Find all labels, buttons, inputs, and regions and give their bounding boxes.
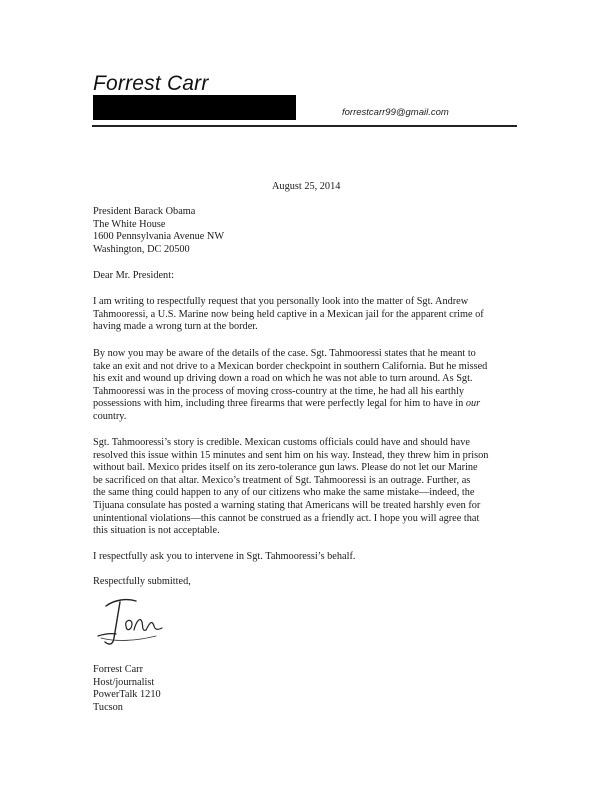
paragraph-line: Tijuana consulate has posted a warning stating that Americans will be treated harshly even for <box>93 499 481 511</box>
paragraph-line: having made a wrong turn at the border. <box>93 321 258 333</box>
address-line: 1600 Pennsylvania Avenue NW <box>93 231 225 243</box>
letterhead-name: Forrest Carr <box>93 72 209 95</box>
paragraph-text: possessions with him, including three firearms that were perfectly legal for him to have in <box>93 398 466 410</box>
address-line: President Barack Obama <box>93 206 196 217</box>
handwritten-signature <box>96 592 166 650</box>
signer-station: PowerTalk 1210 <box>93 689 161 701</box>
paragraph-line: be sacrificed on that altar. Mexico’s treatment of Sgt. Tahmooressi is an outrage. Further, as <box>93 474 471 486</box>
emphasis-our: our <box>465 398 481 410</box>
signer-title: Host/journalist <box>93 676 155 688</box>
paragraph-1 <box>93 296 523 334</box>
letter-date: August 25, 2014 <box>272 181 341 192</box>
paragraph-line: Sgt. Tahmooressi’s story is credible. Mexican customs officials could have and should have <box>93 437 470 448</box>
paragraph-2 <box>93 348 523 424</box>
paragraph-line: this situation is not acceptable. <box>93 525 220 537</box>
paragraph-line: country. <box>93 410 127 422</box>
paragraph-line: without bail. Mexico prides itself on its zero-tolerance gun laws. Please do not let our Marine <box>93 462 478 474</box>
paragraph-line <box>93 398 523 411</box>
paragraph-line: the same thing could happen to any of our citizens who make the same mistake—indeed, the <box>93 487 475 499</box>
signature-block <box>93 664 523 714</box>
paragraph-line: his exit and wound up driving down a road on which he was not able to turn around. As Sgt. <box>93 373 473 385</box>
paragraph-line: take an exit and not drive to a Mexican border checkpoint in southern California. But he missed <box>93 360 488 372</box>
paragraph-line: Tahmooressi, a U.S. Marine now being held captive in a Mexican jail for the apparent crime of <box>93 308 484 320</box>
paragraph-line: By now you may be aware of the details of the case. Sgt. Tahmooressi states that he meant to <box>93 348 476 359</box>
paragraph-line: unintentional violations—this cannot be construed as a friendly act. I hope you will agree that <box>93 512 480 524</box>
address-line: The White House <box>93 218 166 230</box>
paragraph-line: resolved this issue within 15 minutes and sent him on his way. Instead, they threw him in prison <box>93 449 489 461</box>
recipient-address <box>93 206 523 256</box>
redaction-bar <box>93 95 296 120</box>
signer-city: Tucson <box>93 701 123 713</box>
letterhead-email: forrestcarr99@gmail.com <box>342 107 449 118</box>
address-line: Washington, DC 20500 <box>93 243 190 255</box>
signer-name: Forrest Carr <box>93 664 144 675</box>
paragraph-3 <box>93 437 523 538</box>
letterhead-divider <box>92 125 517 127</box>
paragraph-line: Tahmooressi was in the process of moving cross-country at the time, he had all his earthly <box>93 385 465 397</box>
closing: Respectfully submitted, <box>93 576 191 587</box>
paragraph-4: I respectfully ask you to intervene in Sgt. Tahmooressi’s behalf. <box>93 551 356 562</box>
salutation: Dear Mr. President: <box>93 270 174 281</box>
paragraph-line: I am writing to respectfully request that you personally look into the matter of Sgt. Andrew <box>93 296 469 307</box>
